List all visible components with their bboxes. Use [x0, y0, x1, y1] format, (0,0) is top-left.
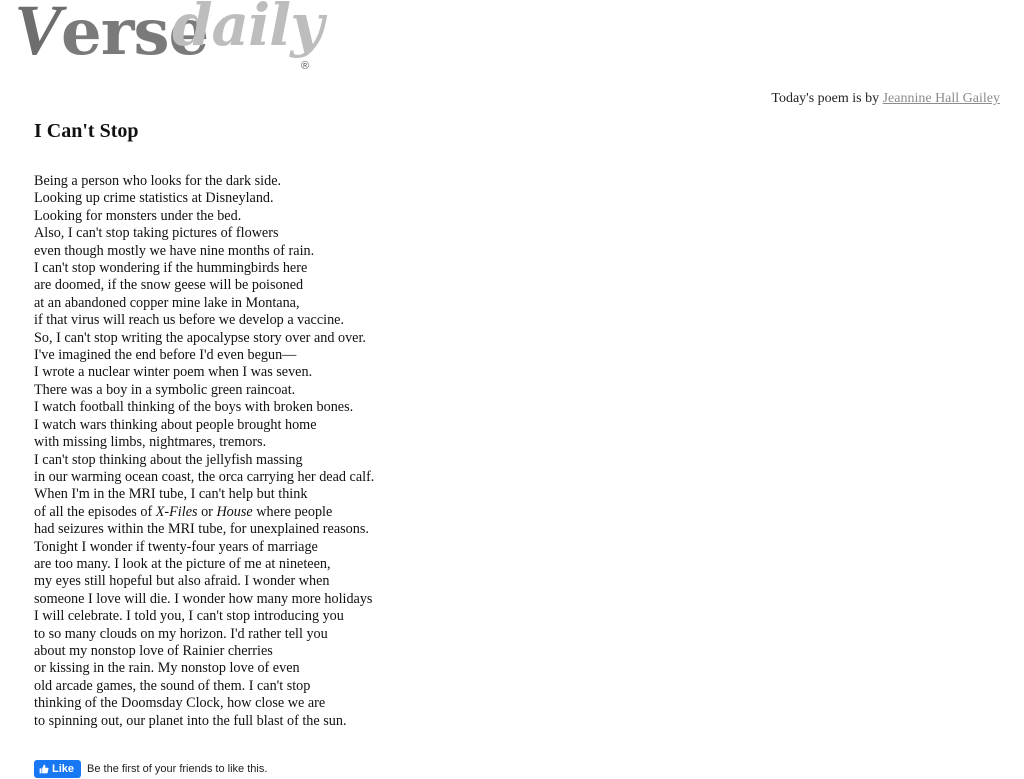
episodes-after: where people — [252, 503, 333, 520]
logo-daily-text: daily — [172, 0, 323, 59]
poem-stanza-before — [34, 173, 374, 504]
poem-line: I will celebrate. I told you, I can't stop introducing you — [34, 608, 344, 625]
poem-line: someone I love will die. I wonder how many more holidays — [34, 590, 373, 607]
poem-line: I wrote a nuclear winter poem when I was seven. — [34, 364, 313, 381]
poem-line: are doomed, if the snow geese will be poisoned — [34, 277, 304, 294]
poem-line-episodes — [34, 504, 374, 521]
show-x-files: X-Files — [155, 503, 198, 520]
poem-line: I watch football thinking of the boys with broken bones. — [34, 399, 354, 416]
facebook-like-label: Like — [52, 763, 75, 775]
poem-byline — [771, 91, 1000, 107]
facebook-like-button[interactable] — [34, 760, 81, 778]
poem-line: in our warming ocean coast, the orca carrying her dead calf. — [34, 468, 375, 485]
logo-verse-rest: erse — [61, 0, 209, 70]
author-link[interactable]: Jeannine Hall Gailey — [882, 91, 1000, 106]
poem-line: Looking up crime statistics at Disneyland. — [34, 190, 274, 207]
poem-line: are too many. I look at the picture of me at nineteen, — [34, 555, 331, 572]
poem-line: if that virus will reach us before we develop a vaccine. — [34, 312, 345, 329]
thumbs-up-icon — [39, 764, 49, 774]
facebook-like-widget — [34, 759, 267, 779]
logo-first-letter: V — [14, 0, 62, 70]
poem-line: about my nonstop love of Rainier cherries — [34, 642, 273, 659]
episodes-before: of all the episodes of — [34, 503, 156, 520]
poem-line: I've imagined the end before I'd even begun— — [34, 347, 297, 364]
poem-line: I can't stop wondering if the hummingbirds here — [34, 260, 308, 277]
facebook-social-text: Be the first of your friends to like this. — [87, 763, 268, 775]
poem-line: I can't stop thinking about the jellyfish massing — [34, 451, 303, 468]
poem-line: thinking of the Doomsday Clock, how close we are — [34, 695, 326, 712]
poem-line: I watch wars thinking about people brought home — [34, 416, 317, 433]
poem-line: Tonight I wonder if twenty-four years of marriage — [34, 538, 318, 555]
poem-line: had seizures within the MRI tube, for unexplained reasons. — [34, 521, 369, 538]
poem-line: my eyes still hopeful but also afraid. I wonder when — [34, 573, 330, 590]
poem-line: Looking for monsters under the bed. — [34, 207, 242, 224]
poem-line: at an abandoned copper mine lake in Montana, — [34, 294, 300, 311]
poem-body — [34, 173, 374, 730]
show-house: House — [216, 503, 253, 520]
byline-prefix: Today's poem is by — [771, 91, 883, 106]
poem-line: to spinning out, our planet into the full blast of the sun. — [34, 712, 347, 729]
registered-mark: ® — [301, 60, 310, 72]
poem-line: So, I can't stop writing the apocalypse story over and over. — [34, 329, 366, 346]
poem-line: even though mostly we have nine months of rain. — [34, 242, 315, 259]
poem-line: Also, I can't stop taking pictures of flowers — [34, 225, 279, 242]
poem-line: with missing limbs, nightmares, tremors. — [34, 434, 267, 451]
poem-title: I Can't Stop — [34, 120, 139, 142]
poem-line: Being a person who looks for the dark side. — [34, 173, 282, 189]
poem-stanza-after — [34, 521, 374, 730]
poem-line: When I'm in the MRI tube, I can't help but think — [34, 486, 308, 503]
episodes-middle: or — [197, 503, 217, 520]
poem-line: There was a boy in a symbolic green raincoat. — [34, 381, 296, 398]
poem-line: to so many clouds on my horizon. I'd rather tell you — [34, 625, 328, 642]
site-logo[interactable] — [14, 0, 323, 76]
poem-line: or kissing in the rain. My nonstop love of even — [34, 660, 300, 677]
poem-line: old arcade games, the sound of them. I can't stop — [34, 677, 311, 694]
